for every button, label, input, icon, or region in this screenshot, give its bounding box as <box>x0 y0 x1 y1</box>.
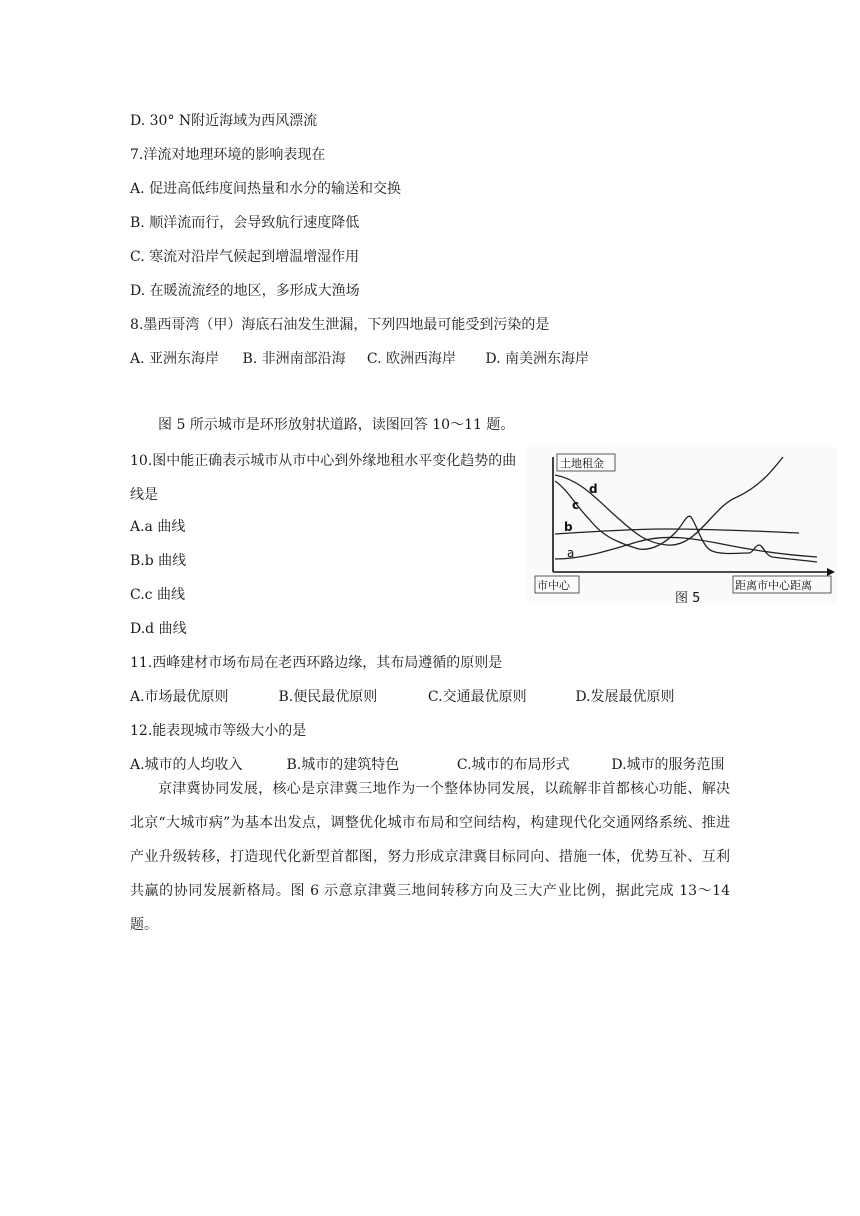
q7-option-b: B. 顺洋流而行，会导致航行速度降低 <box>130 215 360 231</box>
q11-option-b: B.便民最优原则 <box>278 689 378 705</box>
q8-options <box>130 349 589 369</box>
q6-option-d: D. 30° N附近海域为西风漂流 <box>130 113 318 129</box>
q11-option-c: C.交通最优原则 <box>427 689 527 705</box>
q11-options <box>130 687 675 707</box>
q10-option-d: D.d 曲线 <box>130 621 187 637</box>
figure5-rent-curve-chart <box>527 447 837 603</box>
q12-option-c: C.城市的布局形式 <box>456 757 570 773</box>
q10-option-c: C.c 曲线 <box>130 587 185 603</box>
q8-option-b: B. 非洲南部沿海 <box>242 351 346 367</box>
q12-option-a: A.城市的人均收入 <box>130 757 243 773</box>
q8-option-a: A. 亚洲东海岸 <box>130 351 220 367</box>
curve-label-c: c <box>572 498 580 512</box>
figure5-intro: 图 5 所示城市是环形放射状道路，读图回答 10～11 题。 <box>158 417 515 433</box>
q7-stem: 7.洋流对地理环境的影响表现在 <box>130 147 326 163</box>
passage-13-14: 京津冀协同发展，核心是京津冀三地作为一个整体协同发展，以疏解非首都核心功能、解决北京“大城市病”为基本出发点，调整优化城市布局和空间结构，构建现代化交通网络系统、推进产业升级转移，打造现代化新型首都图，努力形成京津冀目标同向、措施一体，优势互补、互利共赢的协同发展新格局。图 6 示意京津冀三地间转移方向及三大产业比例，据此完成 13～14 题。 <box>130 781 730 933</box>
q12-option-b: B.城市的建筑特色 <box>286 757 400 773</box>
q8-option-c: C. 欧洲西海岸 <box>366 351 457 367</box>
q12-option-d: D.城市的服务范围 <box>611 757 725 773</box>
q12-stem: 12.能表现城市等级大小的是 <box>130 723 307 739</box>
figure5-origin-label: 市中心 <box>537 579 570 592</box>
q8-option-d: D. 南美洲东海岸 <box>485 351 589 367</box>
figure5-x-axis-label: 距离市中心距离 <box>735 579 812 592</box>
curve-label-a: a <box>567 546 575 560</box>
curve-label-d: d <box>589 482 598 496</box>
q11-stem: 11.西峰建材市场布局在老西环路边缘，其布局遵循的原则是 <box>130 655 503 671</box>
curve-label-b: b <box>564 520 573 534</box>
q11-option-d: D.发展最优原则 <box>575 689 675 705</box>
q7-option-d: D. 在暖流流经的地区，多形成大渔场 <box>130 283 360 299</box>
q7-option-c: C. 寒流对沿岸气候起到增温增湿作用 <box>130 249 360 265</box>
q10-option-a: A.a 曲线 <box>130 519 186 535</box>
q11-option-a: A.市场最优原则 <box>130 689 229 705</box>
figure5-y-axis-label: 土地租金 <box>560 457 604 470</box>
q10-stem: 10.图中能正确表示城市从市中心到外缘地租水平变化趋势的曲线是 <box>130 453 517 503</box>
q10-option-b: B.b 曲线 <box>130 553 187 569</box>
figure5-caption: 图 5 <box>675 591 701 603</box>
q7-option-a: A. 促进高低纬度间热量和水分的输送和交换 <box>130 181 402 197</box>
q8-stem: 8.墨西哥湾（甲）海底石油发生泄漏，下列四地最可能受到污染的是 <box>130 317 550 333</box>
